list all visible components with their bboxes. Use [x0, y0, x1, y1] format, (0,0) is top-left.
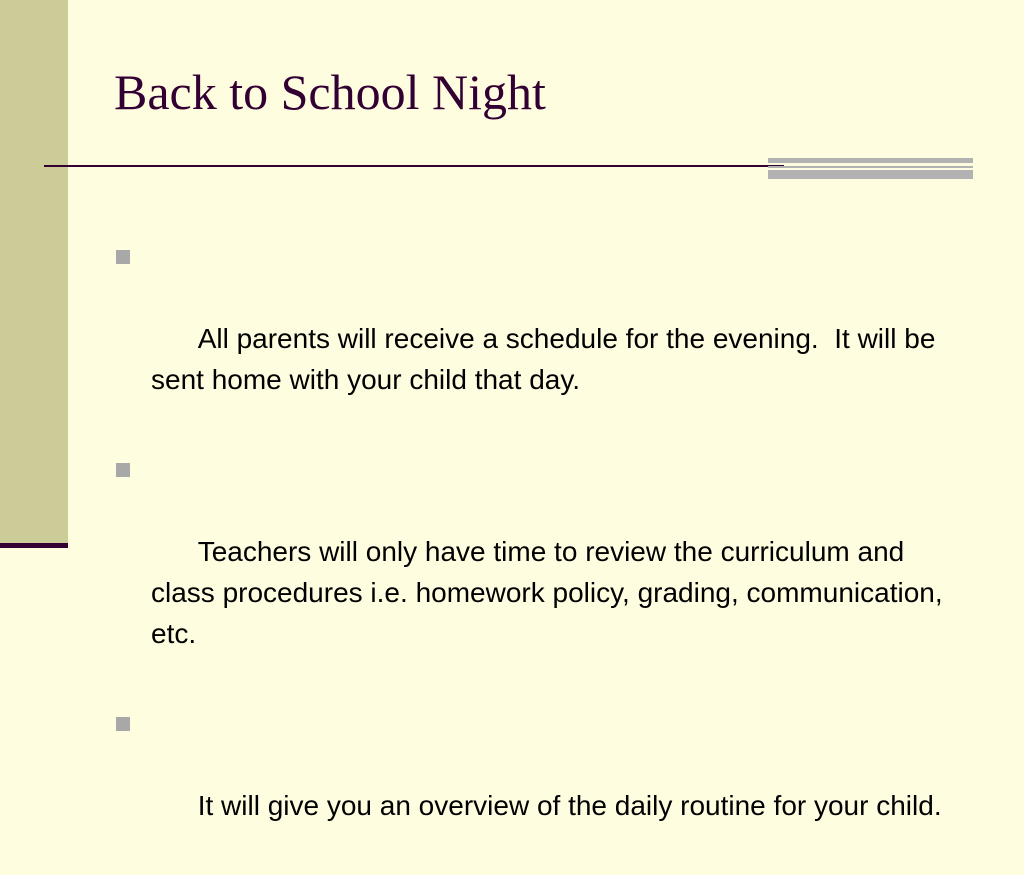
divider-block-top-bar — [768, 158, 973, 163]
square-bullet-icon — [116, 717, 130, 731]
side-band — [0, 0, 68, 543]
title-divider-block — [768, 158, 973, 179]
bullet-list — [114, 236, 964, 875]
bullet-item — [114, 236, 964, 441]
bullet-text: Teachers will only have time to review the curriculum and class procedures i.e. homework policy, grading, communication, etc. — [151, 536, 951, 649]
bullet-item — [114, 703, 964, 867]
square-bullet-icon — [116, 250, 130, 264]
square-bullet-icon — [116, 463, 130, 477]
slide-title: Back to School Night — [114, 64, 546, 120]
side-accent-bar — [0, 543, 68, 548]
bullet-item — [114, 449, 964, 695]
title-divider-line — [44, 165, 784, 167]
divider-block-bottom-bar — [768, 170, 973, 179]
divider-block-middle-bar — [768, 166, 973, 168]
bullet-text: It will give you an overview of the daily routine for your child. — [197, 790, 942, 821]
bullet-text: All parents will receive a schedule for the evening. It will be sent home with your child that day. — [151, 323, 944, 395]
